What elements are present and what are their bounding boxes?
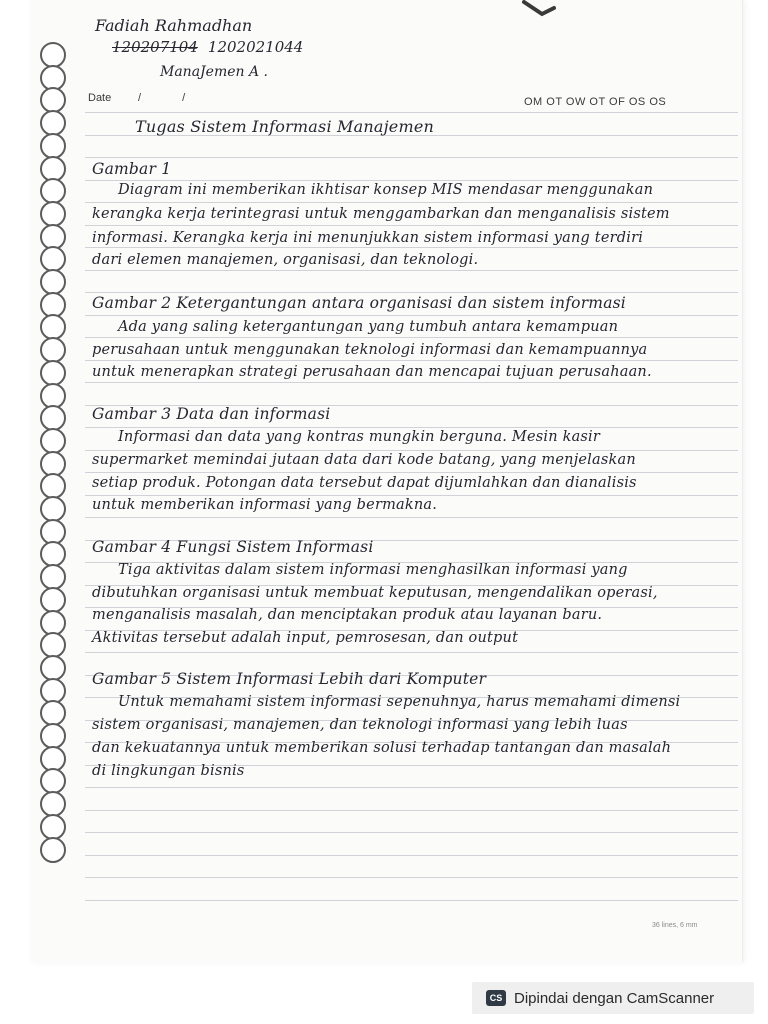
ruled-line: [85, 787, 738, 788]
line-count-note: 36 lines, 6 mm: [652, 922, 698, 929]
binder-hole: [40, 655, 66, 681]
text-line: untuk memberikan informasi yang bermakna.: [92, 497, 438, 513]
student-id-value: 1202021044: [207, 38, 304, 56]
page-title: Tugas Sistem Informasi Manajemen: [135, 117, 434, 136]
ruled-line: [85, 427, 738, 428]
binder-hole: [40, 428, 66, 454]
text-line: Aktivitas tersebut adalah input, pemrosesan, dan output: [92, 630, 519, 646]
text-line: kerangka kerja terintegrasi untuk menggambarkan dan menganalisis sistem: [92, 206, 670, 222]
ruled-line: [85, 382, 738, 383]
ruled-line: [85, 180, 738, 181]
text-line: sistem organisasi, manajemen, dan teknologi informasi yang lebih luas: [92, 717, 628, 733]
heading-gambar-3: Gambar 3 Data dan informasi: [92, 405, 331, 423]
ruled-line: [85, 157, 738, 158]
ruled-line: [85, 337, 738, 338]
class-name: ManaJemen A .: [160, 64, 268, 80]
text-line: Informasi dan data yang kontras mungkin berguna. Mesin kasir: [118, 429, 601, 445]
pen-clip-mark: [520, 0, 560, 18]
text-line: perusahaan untuk menggunakan teknologi informasi dan kemampuannya: [92, 342, 648, 358]
ruled-line: [85, 225, 738, 226]
binder-hole: [40, 133, 66, 159]
ruled-line: [85, 810, 738, 811]
heading-gambar-2: Gambar 2 Ketergantungan antara organisasi dan sistem informasi: [92, 294, 626, 312]
ruled-line: [85, 495, 738, 496]
ruled-line: [85, 112, 738, 113]
text-line: Tiga aktivitas dalam sistem informasi menghasilkan informasi yang: [118, 562, 628, 578]
text-line: supermarket memindai jutaan data dari kode batang, yang menjelaskan: [92, 452, 636, 468]
student-id: [112, 38, 303, 56]
binder-hole: [40, 837, 66, 863]
watermark-text: Dipindai dengan CamScanner: [514, 989, 715, 1007]
ruled-line: [85, 517, 738, 518]
text-line: dari elemen manajemen, organisasi, dan teknologi.: [92, 252, 479, 268]
date-label: Date: [88, 92, 112, 104]
weekday-marks: OM OT OW OT OF OS OS: [524, 96, 667, 108]
ruled-line: [85, 472, 738, 473]
date-slashes: / /: [138, 92, 186, 104]
ruled-line: [85, 877, 738, 878]
ruled-line: [85, 450, 738, 451]
ruled-line: [85, 652, 738, 653]
ruled-line: [85, 292, 738, 293]
student-id-crossed: 120207104: [112, 38, 198, 56]
camscanner-logo-icon: CS: [486, 990, 506, 1006]
binder-hole: [40, 814, 66, 840]
ruled-line: [85, 360, 738, 361]
ruled-line: [85, 855, 738, 856]
ruled-line: [85, 832, 738, 833]
heading-gambar-4: Gambar 4 Fungsi Sistem Informasi: [92, 538, 374, 556]
text-line: Diagram ini memberikan ikhtisar konsep MIS mendasar menggunakan: [118, 182, 654, 198]
camscanner-watermark: [472, 982, 754, 1014]
text-line: untuk menerapkan strategi perusahaan dan mencapai tujuan perusahaan.: [92, 364, 652, 380]
heading-gambar-5: Gambar 5 Sistem Informasi Lebih dari Komputer: [92, 670, 487, 688]
ruled-line: [85, 202, 738, 203]
ruled-line: [85, 270, 738, 271]
text-line: Ada yang saling ketergantungan yang tumbuh antara kemampuan: [118, 319, 619, 335]
text-line: menganalisis masalah, dan menciptakan produk atau layanan baru.: [92, 607, 603, 623]
text-line: dan kekuatannya untuk memberikan solusi terhadap tantangan dan masalah: [92, 740, 672, 756]
text-line: dibutuhkan organisasi untuk membuat keputusan, mengendalikan operasi,: [92, 585, 658, 601]
heading-gambar-1: Gambar 1: [92, 160, 172, 178]
text-line: Untuk memahami sistem informasi sepenuhnya, harus memahami dimensi: [118, 694, 681, 710]
ruled-line: [85, 315, 738, 316]
binder-hole: [40, 201, 66, 227]
ruled-line: [85, 900, 738, 901]
binder-hole: [40, 360, 66, 386]
ruled-line: [85, 247, 738, 248]
text-line: di lingkungan bisnis: [92, 763, 245, 779]
student-name: Fadiah Rahmadhan: [95, 16, 253, 35]
text-line: informasi. Kerangka kerja ini menunjukkan sistem informasi yang terdiri: [92, 230, 644, 246]
binder-hole: [40, 587, 66, 613]
text-line: setiap produk. Potongan data tersebut dapat dijumlahkan dan dianalisis: [92, 475, 637, 491]
